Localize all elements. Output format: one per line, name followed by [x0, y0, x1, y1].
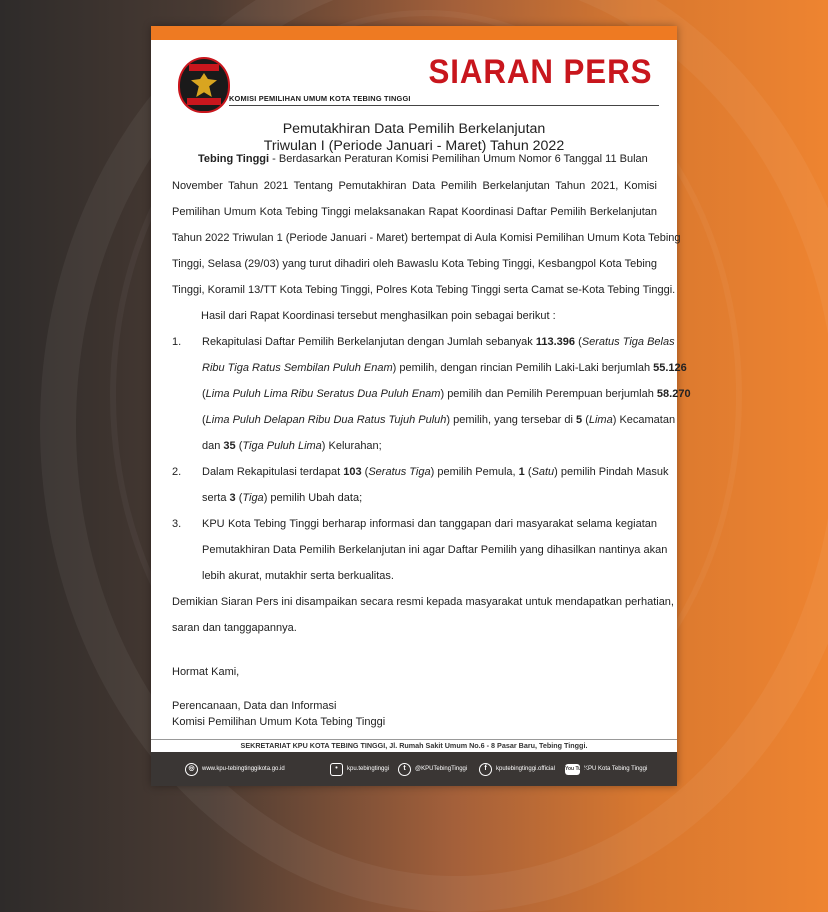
item2-number: 2. — [172, 466, 182, 478]
heading-line-1: Pemutakhiran Data Pemilih Berkelanjutan — [282, 121, 546, 137]
item1-number: 1. — [172, 336, 182, 348]
header-divider — [229, 105, 659, 106]
item1-line-1: Rekapitulasi Daftar Pemilih Berkelanjutan dengan Jumlah sebanyak 113.396 (Seratus Tiga Belas — [202, 336, 675, 348]
para2: Hasil dari Rapat Koordinasi tersebut menghasilkan poin sebagai berikut : — [201, 310, 556, 322]
para1-line-4: Tahun 2022 Triwulan 1 (Periode Januari - Maret) bertempat di Aula Komisi Pemilihan Umum Kota Tebing — [172, 232, 681, 244]
item3-line-1: KPU Kota Tebing Tinggi berharap informasi dan tanggapan dari masyarakat selama kegiatan — [202, 518, 657, 530]
item1-line-4: (Lima Puluh Delapan Ribu Dua Ratus Tujuh Puluh) pemilih, yang tersebar di 5 (Lima) Kecamatan — [202, 414, 676, 426]
item3-line-3: lebih akurat, mutakhir serta berkualitas. — [202, 570, 394, 582]
para1-line-5: Tinggi, Selasa (29/03) yang turut dihadiri oleh Bawaslu Kota Tebing Tinggi, Kesbangpol Kota Tebing — [172, 258, 657, 270]
kpu-logo-icon — [178, 57, 230, 113]
para1-line-6: Tinggi, Koramil 13/TT Kota Tebing Tinggi, Polres Kota Tebing Tinggi serta Camat se-Kota Tebing Tinggi. — [172, 284, 676, 296]
top-accent-bar — [151, 26, 677, 40]
press-release-document — [151, 26, 691, 786]
instagram-icon: • — [330, 763, 343, 776]
para1-line-3: Pemilihan Umum Kota Tebing Tinggi melaksanakan Rapat Koordinasi Daftar Pemilih Berkelanjutan — [172, 206, 657, 218]
item1-line-5: dan 35 (Tiga Puluh Lima) Kelurahan; — [202, 440, 382, 452]
youtube-icon: You Tube — [565, 764, 580, 775]
item2-line-2: serta 3 (Tiga) pemilih Ubah data; — [202, 492, 363, 504]
closing-line-2: saran dan tanggapannya. — [172, 622, 297, 634]
document-heading — [151, 121, 677, 155]
org-name: KOMISI PEMILIHAN UMUM KOTA TEBING TINGGI — [229, 94, 411, 103]
closing-line-1: Demikian Siaran Pers ini disampaikan secara resmi kepada masyarakat untuk mendapatkan perhatian, — [172, 596, 674, 608]
website-link[interactable]: ◎ www.kpu-tebingtinggikota.go.id — [185, 761, 285, 777]
document-title: SIARAN PERS — [428, 53, 652, 91]
footer-address: SEKRETARIAT KPU KOTA TEBING TINGGI, Jl. Rumah Sakit Umum No.6 - 8 Pasar Baru, Tebing Tinggi. — [240, 741, 588, 750]
item3-line-2: Pemutakhiran Data Pemilih Berkelanjutan ini agar Daftar Pemilih yang dihasilkan nantinya akan — [202, 544, 668, 556]
para1-line-2: November Tahun 2021 Tentang Pemutakhiran Data Pemilih Berkelanjutan Tahun 2021, Komisi — [172, 180, 657, 192]
footer-divider — [151, 739, 677, 740]
sign-organization: Komisi Pemilihan Umum Kota Tebing Tinggi — [172, 716, 386, 728]
item3-number: 3. — [172, 518, 182, 530]
globe-icon: ◎ — [185, 763, 198, 776]
para1-line-1: Tebing Tinggi - Berdasarkan Peraturan Komisi Pemilihan Umum Nomor 6 Tanggal 11 Bulan — [198, 153, 648, 165]
facebook-link[interactable]: f kputebingtinggi.official — [479, 761, 555, 777]
sign-greeting: Hormat Kami, — [172, 666, 240, 678]
item2-line-1: Dalam Rekapitulasi terdapat 103 (Seratus Tiga) pemilih Pemula, 1 (Satu) pemilih Pindah Masuk — [202, 466, 669, 478]
heading-line-2: Triwulan I (Periode Januari - Maret) Tahun 2022 — [263, 138, 565, 154]
instagram-link[interactable]: • kpu.tebingtinggi — [330, 761, 389, 777]
item1-line-2: Ribu Tiga Ratus Sembilan Puluh Enam) pemilih, dengan rincian Pemilih Laki-Laki berjumlah 55.126 — [202, 362, 687, 374]
social-bar — [151, 752, 677, 786]
twitter-icon: t — [398, 763, 411, 776]
facebook-icon: f — [479, 763, 492, 776]
sign-department: Perencanaan, Data dan Informasi — [172, 700, 337, 712]
youtube-link[interactable]: You Tube KPU Kota Tebing Tinggi — [565, 761, 647, 777]
item1-line-3: (Lima Puluh Lima Ribu Seratus Dua Puluh Enam) pemilih dan Pemilih Perempuan berjumlah 58.270 — [202, 388, 691, 400]
twitter-link[interactable]: t @KPUTebingTinggi — [398, 761, 467, 777]
